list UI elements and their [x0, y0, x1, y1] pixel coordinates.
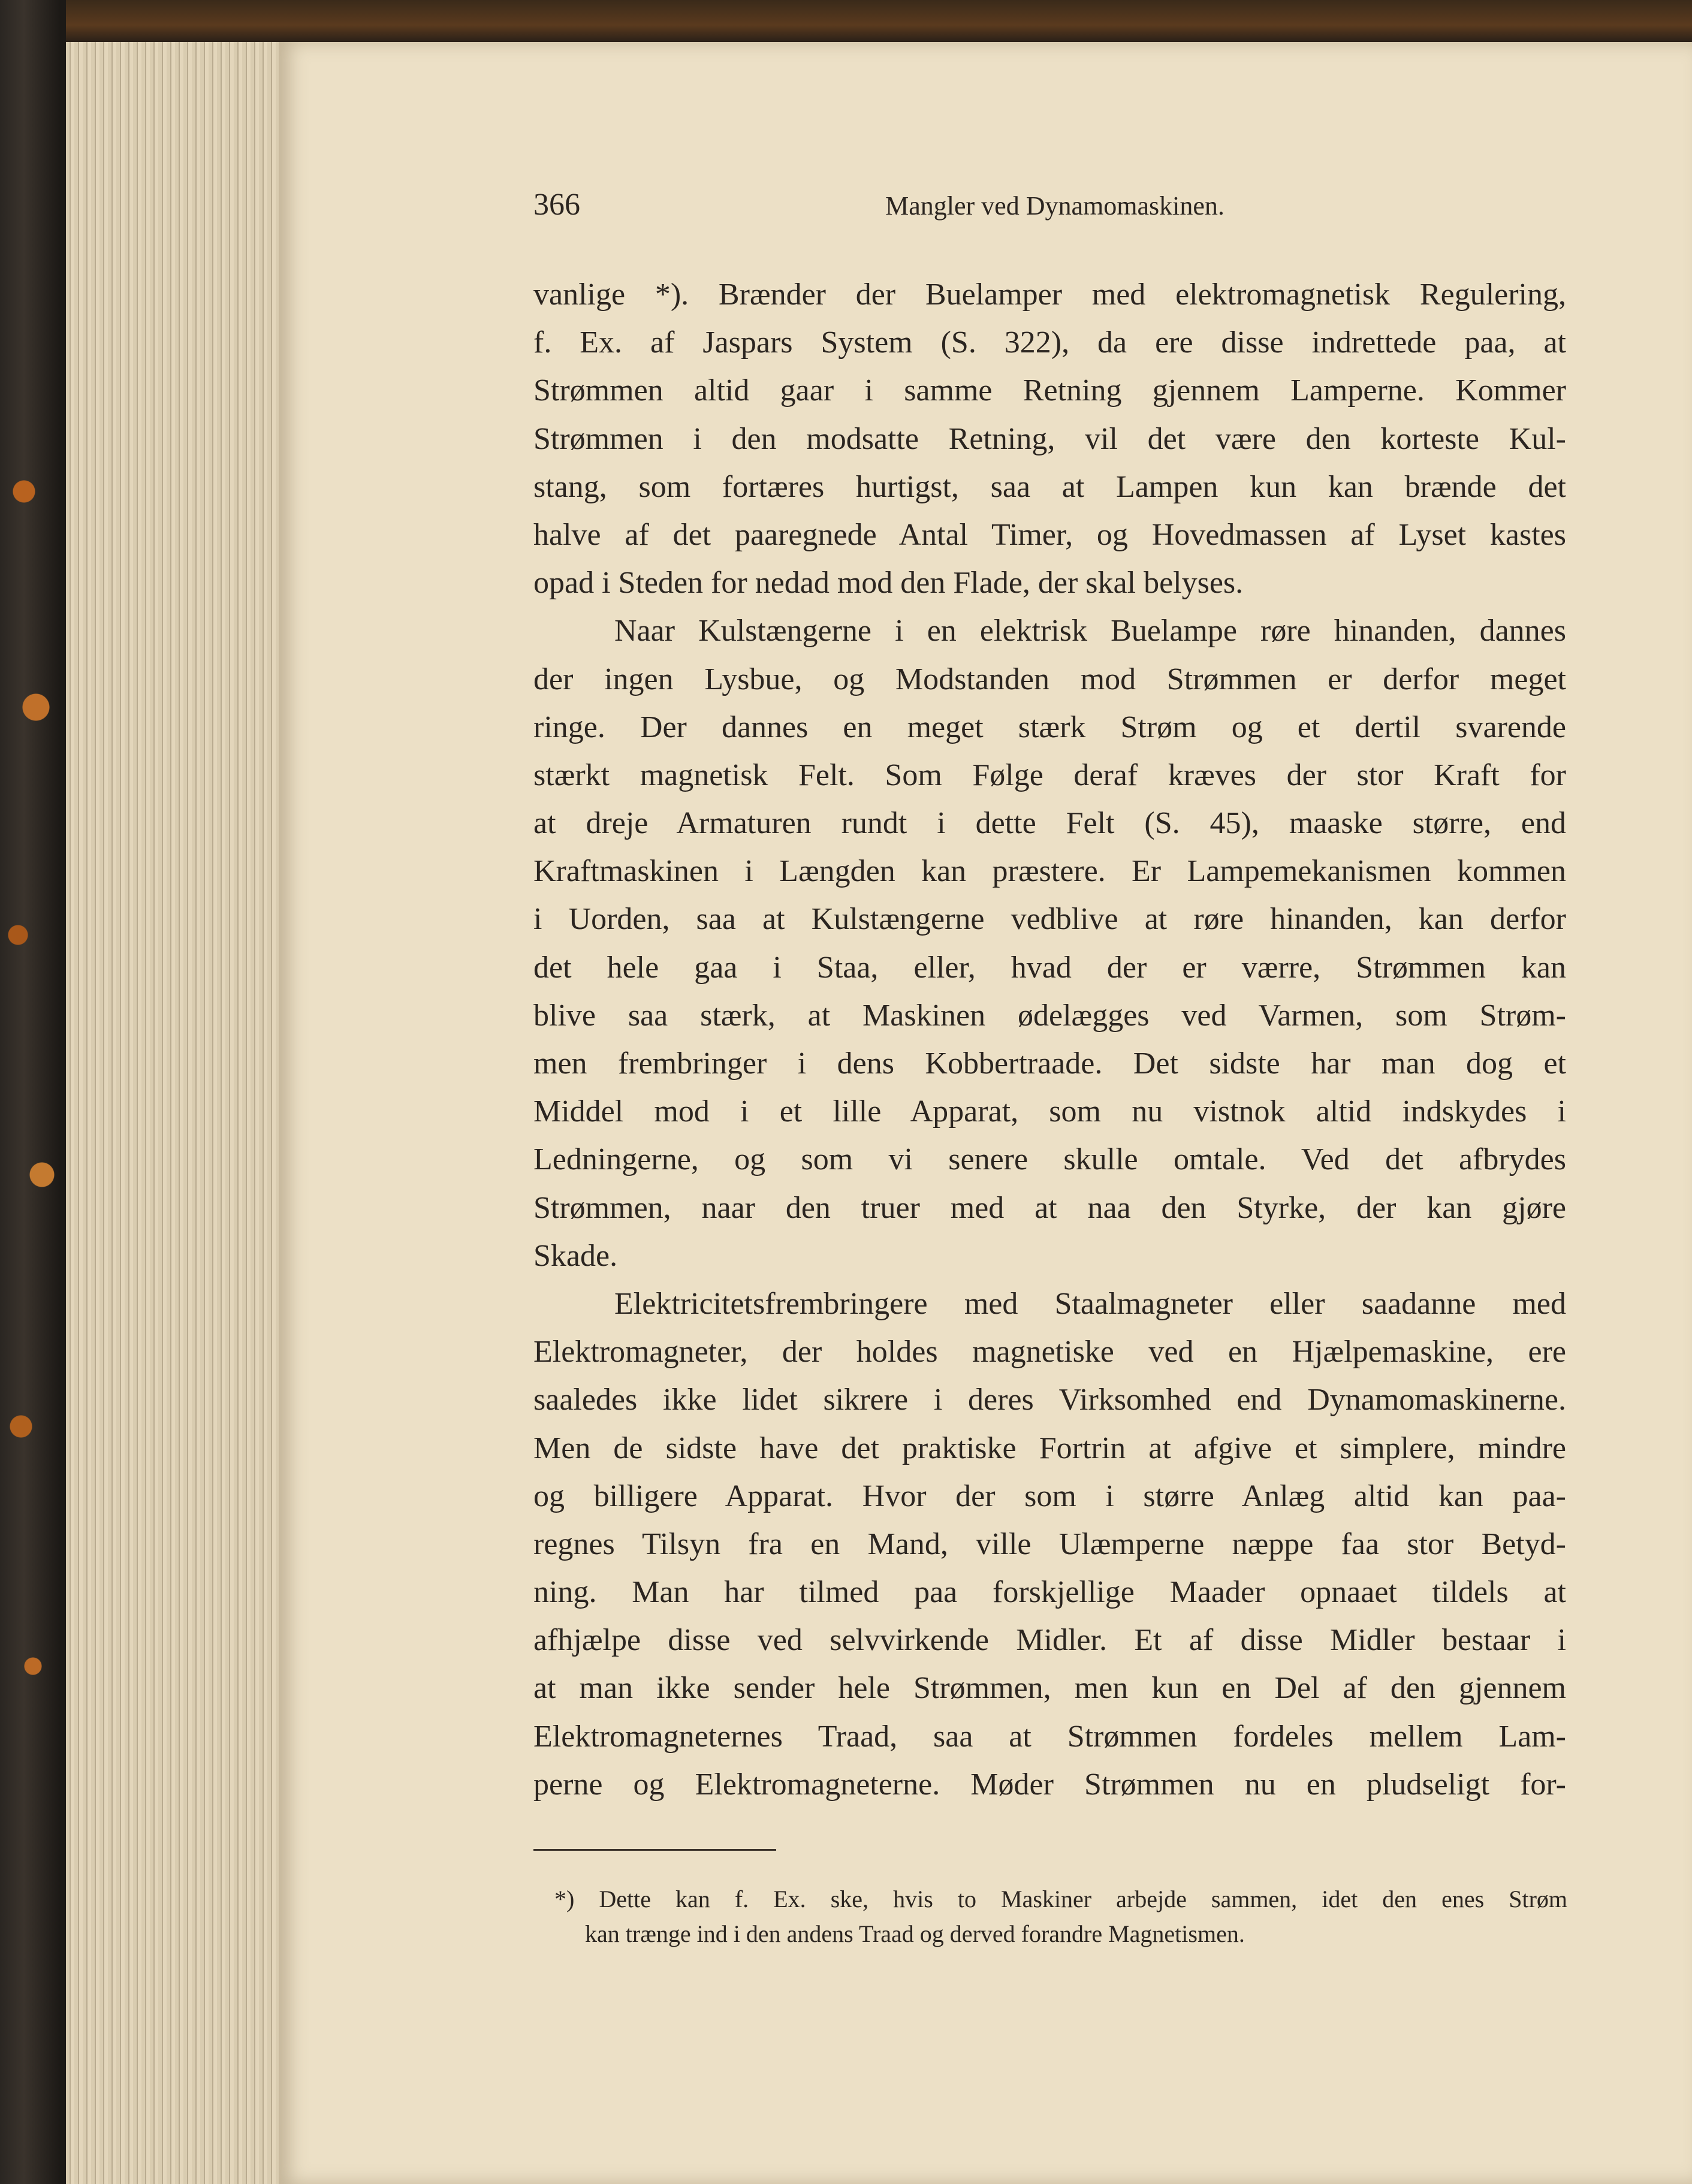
text-line: halve af det paaregnede Antal Timer, og Hovedmassen af Lyset kastes [533, 517, 1566, 552]
text-line: ringe. Der dannes en meget stærk Strøm og et dertil svarende [533, 710, 1566, 744]
page-edges [66, 42, 282, 2184]
text-line: Elektromagneter, der holdes magnetiske ved en Hjælpemaskine, ere [533, 1335, 1566, 1369]
text-line: stærkt magnetisk Felt. Som Følge deraf kræves der stor Kraft for [533, 758, 1566, 792]
footnote-rule [533, 1849, 776, 1851]
text-line: at man ikke sender hele Strømmen, men kun en Del af den gjennem [533, 1671, 1566, 1706]
text-line: Naar Kulstængerne i en elektrisk Buelampe røre hinanden, dannes [614, 614, 1566, 648]
page-number: 366 [533, 188, 580, 222]
text-line: men frembringer i dens Kobbertraade. Det sidste har man dog et [533, 1046, 1566, 1081]
text-line: stang, som fortæres hurtigst, saa at Lampen kun kan brænde det [533, 469, 1566, 504]
book-top-edge [66, 0, 1692, 42]
text-line: Middel mod i et lille Apparat, som nu vistnok altid indskydes i [533, 1094, 1566, 1129]
running-title: Mangler ved Dynamomaskinen. [885, 191, 1224, 221]
text-line: opad i Steden for nedad mod den Flade, der skal belyses. [533, 566, 1244, 601]
text-line: Skade. [533, 1238, 618, 1273]
text-line: Men de sidste have det praktiske Fortrin at afgive et simplere, mindre [533, 1431, 1566, 1465]
text-line: i Uorden, saa at Kulstængerne vedblive at røre hinanden, kan derfor [533, 902, 1566, 937]
body-text [533, 271, 1566, 1809]
text-line: vanlige *). Brænder der Buelamper med elektromagnetisk Regulering, [533, 277, 1566, 312]
text-line: Elektromagneternes Traad, saa at Strømmen fordeles mellem Lam- [533, 1719, 1566, 1754]
text-line: regnes Tilsyn fra en Mand, ville Ulæmperne næppe faa stor Betyd- [533, 1527, 1566, 1561]
text-line: der ingen Lysbue, og Modstanden mod Strømmen er derfor meget [533, 662, 1566, 696]
footnote-line: kan trænge ind i den andens Traad og derved forandre Magnetismen. [585, 1920, 1245, 1947]
book-cover-marbled [0, 0, 66, 2184]
text-line: Kraftmaskinen i Længden kan præstere. Er Lampemekanismen kommen [533, 854, 1566, 889]
text-line: at dreje Armaturen rundt i dette Felt (S. 45), maaske større, end [533, 806, 1566, 841]
text-line: Elektricitetsfrembringere med Staalmagneter eller saadanne med [614, 1286, 1566, 1321]
text-line: saaledes ikke lidet sikrere i deres Virksomhed end Dynamomaskinerne. [533, 1383, 1566, 1417]
text-line: f. Ex. af Jaspars System (S. 322), da ere disse indrettede paa, at [533, 325, 1566, 360]
text-line: blive saa stærk, at Maskinen ødelægges ved Varmen, som Strøm- [533, 998, 1566, 1033]
text-line: det hele gaa i Staa, eller, hvad der er værre, Strømmen kan [533, 950, 1566, 985]
text-line: Strømmen i den modsatte Retning, vil det være den korteste Kul- [533, 421, 1566, 456]
text-line: Strømmen altid gaar i samme Retning gjennem Lamperne. Kommer [533, 373, 1566, 408]
text-line: perne og Elektromagneterne. Møder Strømmen nu en pludseligt for- [533, 1767, 1566, 1802]
text-line: afhjælpe disse ved selvvirkende Midler. Et af disse Midler bestaar i [533, 1623, 1566, 1658]
footnote-line: *) Dette kan f. Ex. ske, hvis to Maskiner arbejde sammen, idet den enes Strøm [554, 1886, 1567, 1912]
text-line: og billigere Apparat. Hvor der som i større Anlæg altid kan paa- [533, 1479, 1566, 1513]
text-line: Ledningerne, og som vi senere skulle omtale. Ved det afbrydes [533, 1142, 1566, 1177]
text-line: ning. Man har tilmed paa forskjellige Maader opnaaet tildels at [533, 1575, 1566, 1610]
text-line: Strømmen, naar den truer med at naa den Styrke, der kan gjøre [533, 1190, 1566, 1225]
